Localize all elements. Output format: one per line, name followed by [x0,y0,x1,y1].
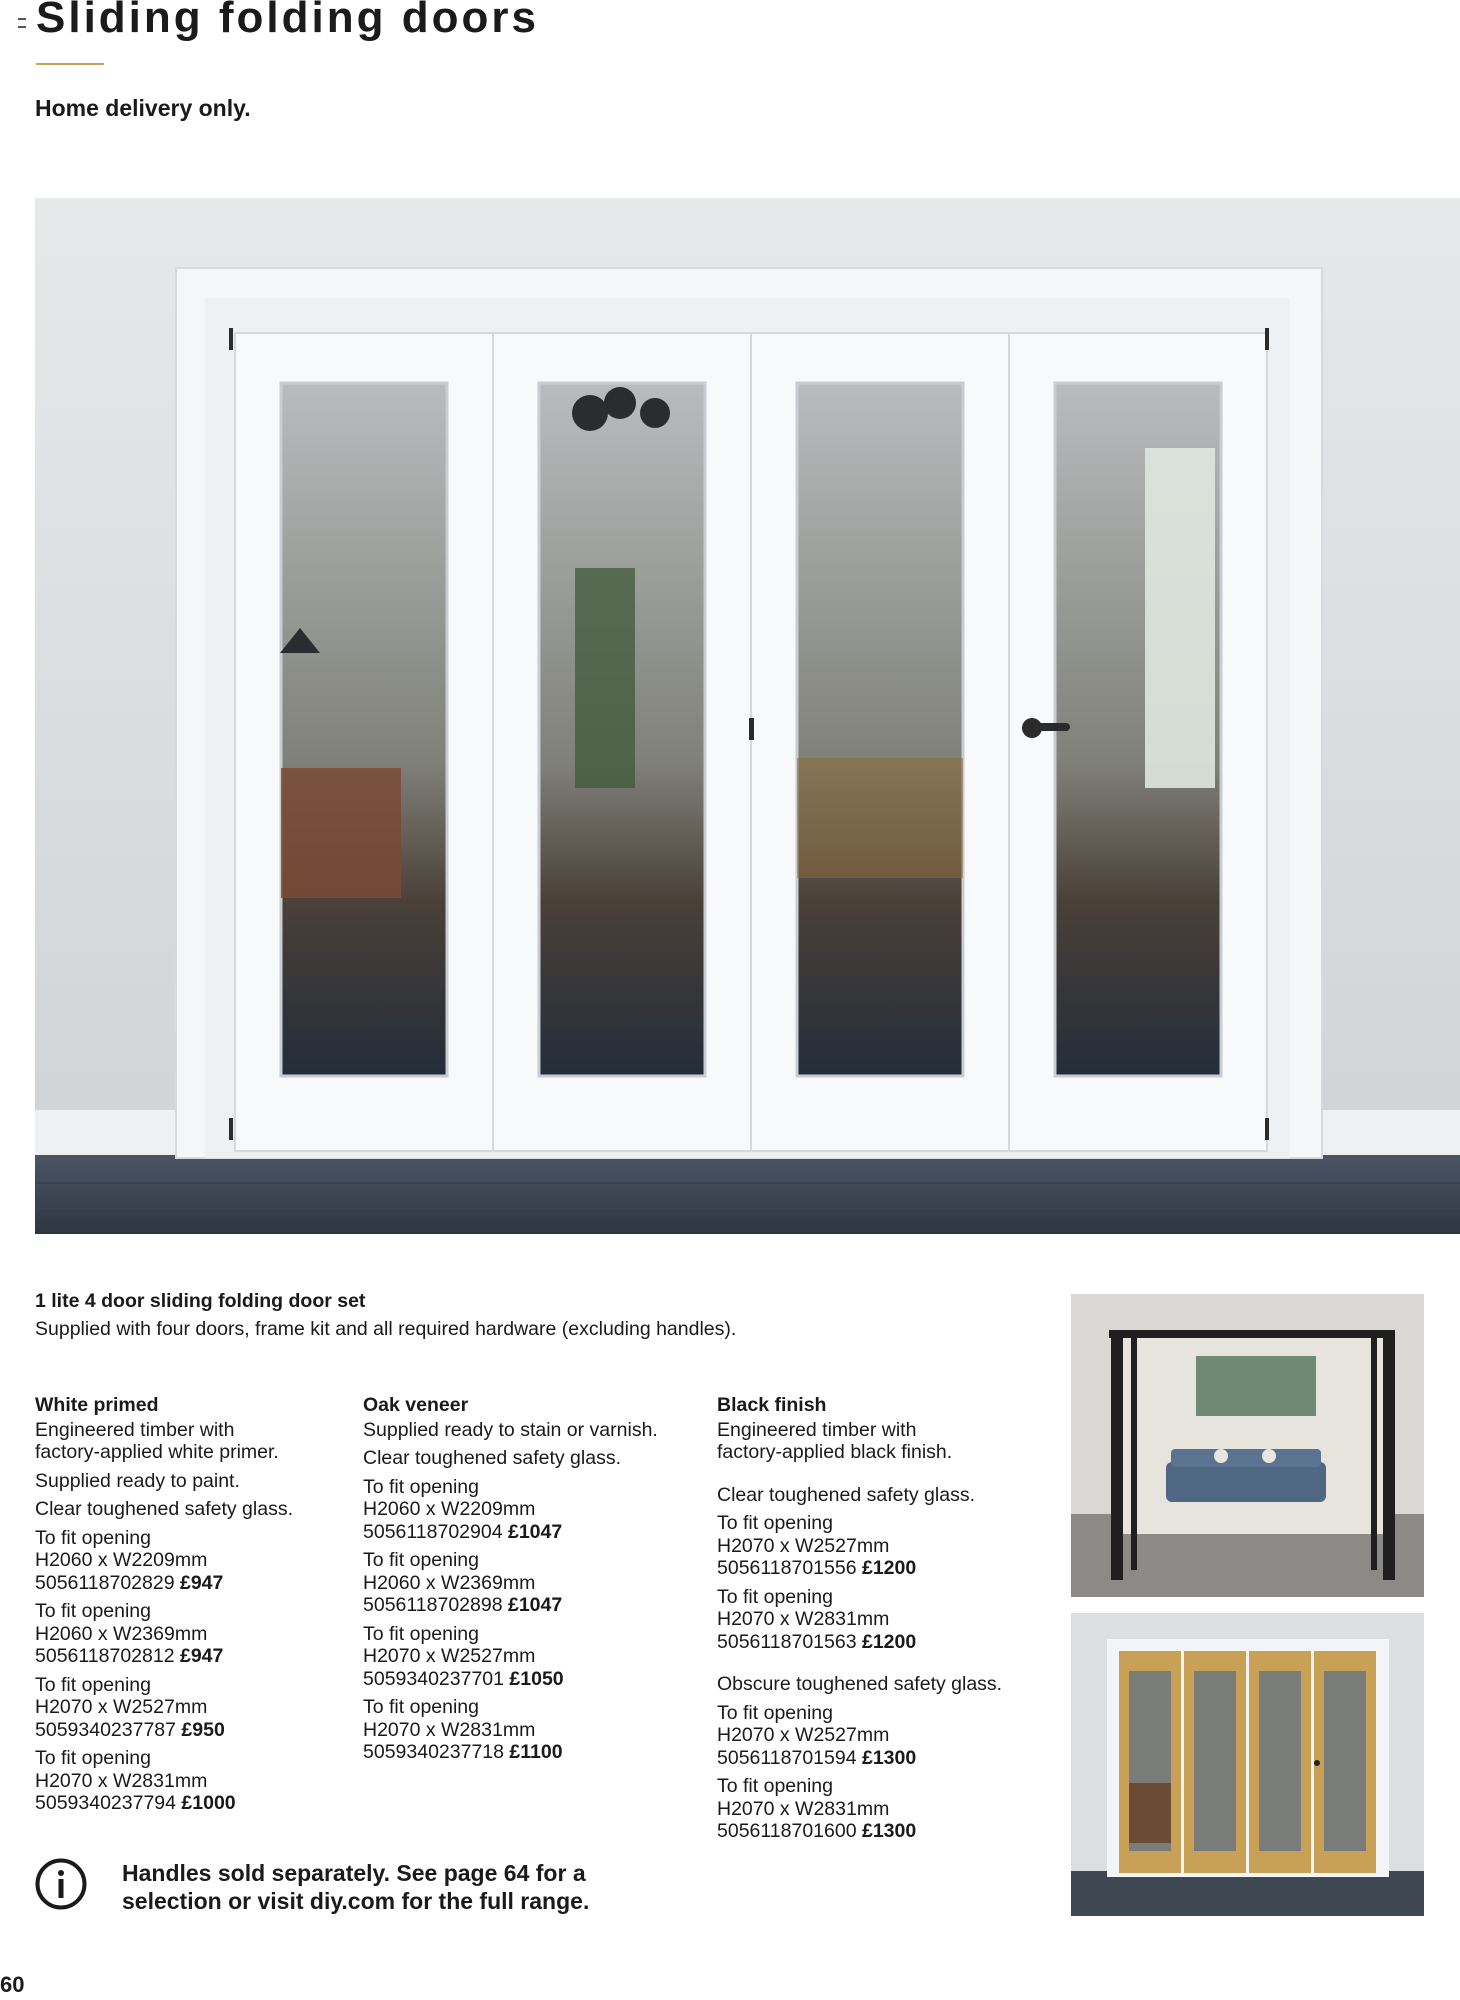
product-code: 5059340237718 [363,1741,504,1763]
finish-desc-line: Clear toughened safety glass. [363,1447,621,1469]
info-icon [35,1858,87,1910]
delivery-note: Home delivery only. [35,95,251,121]
size-option-label: To fit opening [35,1747,152,1769]
size-option-size: H2070 x W2831mm [35,1769,208,1792]
size-option [717,1702,1037,1770]
size-option-label: To fit opening [717,1775,834,1797]
size-option-size: H2070 x W2527mm [363,1645,536,1667]
size-option [363,1476,683,1544]
product-code: 5056118702829 [35,1571,175,1594]
price: £1300 [861,1746,917,1769]
page-number: 60 [0,1972,25,1997]
size-option-size: H2070 x W2527mm [717,1724,890,1746]
product-description: Supplied with four doors, frame kit and all required hardware (excluding handles). [35,1318,737,1340]
glass-type-clear: Clear toughened safety glass. [717,1483,975,1506]
size-option [35,1600,355,1668]
product-code: 5056118701556 [717,1557,857,1579]
size-option [717,1775,1037,1843]
size-option [363,1549,683,1617]
size-option-label: To fit opening [717,1512,834,1534]
handles-note-line: Handles sold separately. See page 64 for a [122,1860,586,1886]
handles-note-line: selection or visit diy.com for the full range. [122,1888,590,1914]
price: £1300 [861,1820,917,1842]
size-option-size: H2070 x W2831mm [717,1797,890,1820]
size-option-label: To fit opening [717,1585,834,1608]
size-option-size: H2070 x W2527mm [717,1534,890,1557]
size-option [717,1586,1037,1654]
price: £1000 [181,1792,236,1814]
thumbnail-black-door-set [1071,1294,1424,1597]
finish-heading: Oak veneer [363,1394,469,1416]
size-option-size: H2070 x W2831mm [363,1718,536,1741]
size-option-size: H2060 x W2369mm [35,1622,208,1645]
price: £1047 [507,1520,563,1543]
size-option [35,1674,355,1742]
size-option-label: To fit opening [35,1600,152,1622]
size-option-size: H2070 x W2527mm [35,1696,208,1718]
size-option-label: To fit opening [363,1622,480,1645]
page-mark [18,18,26,28]
size-option-label: To fit opening [363,1549,480,1571]
size-option [363,1623,683,1691]
price: £1200 [861,1630,917,1653]
price: £950 [181,1718,225,1741]
glass-type-obscure: Obscure toughened safety glass. [717,1673,1003,1695]
finish-column-black-finish [717,1394,1037,1843]
product-code: 5059340237701 [363,1667,504,1690]
size-option [35,1747,355,1815]
title-accent-rule [36,63,104,65]
thumbnail-oak-door-set [1071,1613,1424,1916]
size-option-size: H2070 x W2831mm [717,1608,890,1630]
product-code: 5056118701563 [717,1630,857,1653]
size-option-label: To fit opening [363,1475,480,1498]
finish-heading: Black finish [717,1394,827,1416]
size-option-label: To fit opening [35,1526,152,1549]
size-option [363,1696,683,1764]
size-option-label: To fit opening [35,1673,152,1696]
price: £947 [179,1645,224,1667]
product-code: 5059340237787 [35,1718,176,1741]
product-code: 5059340237794 [35,1792,176,1814]
product-code: 5056118702904 [363,1520,503,1543]
product-title: 1 lite 4 door sliding folding door set [35,1290,366,1312]
price: £1100 [509,1741,563,1763]
finish-desc-line: Clear toughened safety glass. [35,1498,293,1520]
price: £1047 [507,1594,563,1616]
finish-desc-line: factory-applied black finish. [717,1441,953,1463]
finish-column-oak-veneer [363,1394,683,1764]
size-option [35,1527,355,1595]
finish-desc-line: Engineered timber with [35,1418,235,1441]
product-code: 5056118701600 [717,1820,857,1842]
finish-desc-line: Supplied ready to stain or varnish. [363,1418,658,1441]
size-option [717,1512,1037,1580]
size-option-size: H2060 x W2209mm [363,1498,536,1520]
price: £1050 [509,1667,564,1690]
size-option-label: To fit opening [717,1701,834,1724]
price: £1200 [861,1557,917,1579]
product-code: 5056118702812 [35,1645,175,1667]
finish-desc-line: factory-applied white primer. [35,1441,279,1463]
size-option-label: To fit opening [363,1696,480,1718]
handles-note [122,1859,662,1915]
product-code: 5056118702898 [363,1594,503,1616]
finish-heading: White primed [35,1394,159,1416]
hero-image-white-door-set [35,198,1460,1234]
size-option-size: H2060 x W2369mm [363,1571,536,1594]
product-code: 5056118701594 [717,1746,857,1769]
price: £947 [179,1571,224,1594]
finish-desc-line: Supplied ready to paint. [35,1469,240,1492]
finish-desc-line: Engineered timber with [717,1418,917,1441]
finish-column-white-primed [35,1394,355,1815]
size-option-size: H2060 x W2209mm [35,1549,208,1571]
page-title: Sliding folding doors [36,0,539,42]
